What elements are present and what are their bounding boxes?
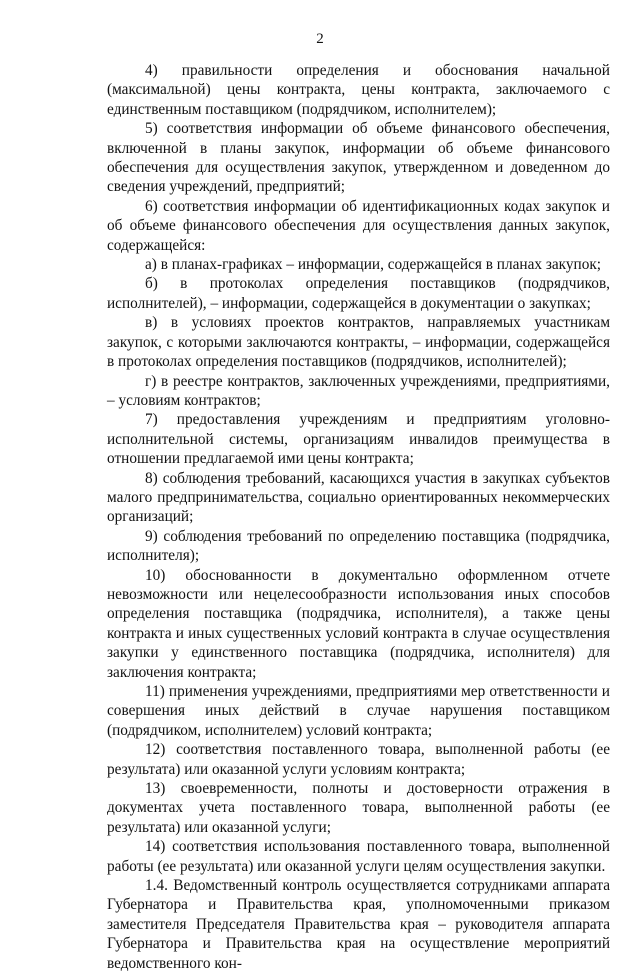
paragraph-item-9: 9) соблюдения требований по определению поставщика (подрядчика, исполнителя);	[107, 527, 610, 565]
paragraph-item-14: 14) соответствия использования поставленного товара, выполненной работы (ее результата) или оказанной услуги целям осуществления закупки.	[107, 838, 610, 875]
paragraph-item-6: 6) соответствия информации об идентификационных кодах закупок и об объеме финансового обеспечения для осуществления данных закупок, содержащейся:	[107, 197, 610, 254]
paragraph-item-8: 8) соблюдения требований, касающихся участия в закупках субъектов малого предпринимательства, социально ориентированных некоммерческих организаций;	[107, 469, 610, 526]
document-body	[107, 61, 610, 973]
paragraph-item-4: 4) правильности определения и обоснования начальной (максимальной) цены контракта, цены контракта, заключаемого с единственным поставщиком (подрядчиком, исполнителем);	[107, 62, 610, 118]
paragraph-section-1-4: 1.4. Ведомственный контроль осуществляется сотрудниками аппарата Губернатора и Правительства края, уполномоченными приказом заместителя Председателя Правительства края – руководителя аппарата Губернатора и Правительства края на осуществление мероприятий ведомственного кон-	[107, 877, 610, 972]
paragraph-subitem-v: в) в условиях проектов контрактов, направляемых участникам закупок, с которыми заключаются контракты, – информации, содержащейся в протоколах определения поставщиков (подрядчиков, исполнителей);	[107, 314, 610, 371]
paragraph-item-13: 13) своевременности, полноты и достоверности отражения в документах учета поставленного товара, выполненной работы (ее результата) или оказанной услуги;	[107, 780, 610, 836]
paragraph-item-5: 5) соответствия информации об объеме финансового обеспечения, включенной в планы закупок, информации об объеме финансового обеспечения для осуществления закупок, утвержденном и доведенном до сведения учреждений, предприятий;	[107, 120, 610, 196]
paragraph-subitem-a: а) в планах-графиках – информации, содержащейся в планах закупок;	[145, 256, 602, 274]
paragraph-subitem-g: г) в реестре контрактов, заключенных учреждениями, предприятиями, – условиям контрактов;	[107, 372, 610, 409]
page-number: 2	[316, 31, 324, 47]
paragraph-item-12: 12) соответствия поставленного товара, выполненной работы (ее результата) или оказанной услуги условиям контракта;	[107, 741, 610, 778]
paragraph-subitem-b: б) в протоколах определения поставщиков (подрядчиков, исполнителей), – информации, содержащейся в документации о закупках;	[107, 275, 610, 312]
paragraph-item-7: 7) предоставления учреждениям и предприятиям уголовно-исполнительной системы, организациям инвалидов преимущества в отношении предлагаемой ими цены контракта;	[107, 411, 610, 468]
paragraph-item-10: 10) обоснованности в документально оформленном отчете невозможности или нецелесообразности использования иных способов определения поставщика (подрядчика, исполнителя), а также цены контракта и иных существенных условий контракта в случае осуществления закупки у единственного поставщика (подрядчика, исполнителя) для заключения контракта;	[107, 566, 610, 681]
paragraph-item-11: 11) применения учреждениями, предприятиями мер ответственности и совершения иных действий в случае нарушения поставщиком (подрядчиком, исполнителем) условий контракта;	[107, 683, 610, 739]
